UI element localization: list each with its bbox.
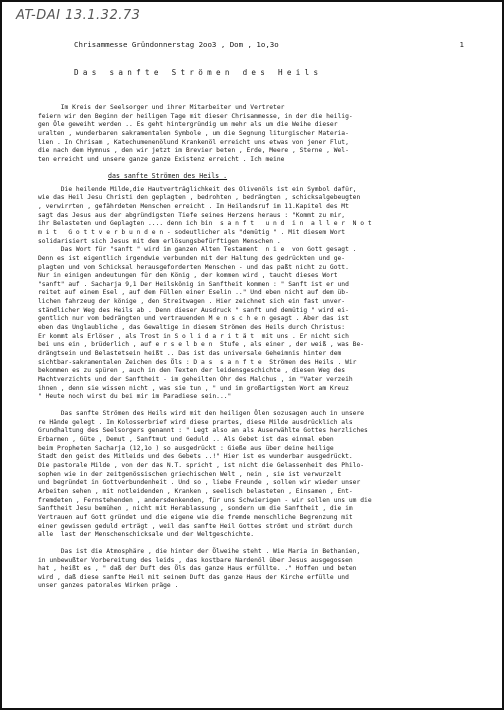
- text-line: hat , heißt es , " daß der Duft des Öls das ganze Haus erfüllte. ." Hoffen und beten: [38, 565, 357, 573]
- text-line: sophen wie in der zeitgenössischen griechischen Welt , nein , sie ist verwurzelt: [38, 470, 342, 478]
- text-line: gentlich nur vom bedrängten und vertrauenden M e n s c h e n gesagt . Aber das ist: [38, 315, 349, 323]
- text-line: Im Kreis der Seelsorger und ihrer Mitarbeiter und Vertreter: [38, 104, 285, 111]
- text-line: die nach dem Hymnus , den wir jetzt im Brevier beten , Erde, Meere , Sterne , Wel-: [38, 147, 349, 155]
- text-line: uralten , wunderbaren sakramentalen Symbole , um die Segnung liturgischer Materia-: [38, 129, 349, 137]
- header-occasion: Chrisammesse Gründonnerstag 2oo3 , Dom , 1o,3o: [74, 40, 279, 49]
- text-line: einer gewissen geduld erträgt , weil das sanfte Heil Gottes strömt und strömt durch: [38, 522, 353, 530]
- text-line: gen Öle geweiht werden .. Es geht hintergründig um mehr als um die Weihe dieser: [38, 121, 338, 129]
- text-line: fremdeten , Fernstehenden , andersdenkenden, für uns Schwierigen - wir sollen uns um die: [38, 496, 372, 504]
- text-line: alle last der Menschenschicksale und der Weltgeschichte.: [38, 531, 255, 539]
- text-line: Arbeiten sehen , mit notleidenden , Kranken , seelisch belasteten , Einsamen , Ent-: [38, 487, 353, 495]
- text-line: drängtsein und Belastetsein heißt .. Das ist das universale Geheimnis hinter dem: [38, 350, 342, 358]
- document-body: [38, 104, 493, 591]
- paragraph-gap: [38, 402, 493, 410]
- text-line: "sanft" auf . Sacharja 9,1 Der Heilskönig in Sanftheit kommen : " Sanft ist er und: [38, 280, 349, 288]
- text-line: solidarisiert sich Jesus mit dem erlösungsbefürftigen Menschen .: [38, 237, 281, 245]
- text-line: m i t G o t t v e r b u n d e n - sodeutlicher als "demütig " . Mit diesem Wort: [38, 228, 346, 236]
- text-line: Denn es ist eigentlich irgendwie verbunden mit der Haltung des gedrückten und ge-: [38, 254, 346, 262]
- text-line: ständlicher Weg des Heils ab . Denn dieser Ausdruck " sanft und demütig " wird ei-: [38, 306, 349, 314]
- section-subhead: das sanfte Strömen des Heils .: [108, 171, 228, 180]
- archive-stamp: AT-DAI 13.1.32.73: [16, 8, 141, 23]
- text-line: sichtbar-sakramentalen Zeichen des Öls : D a s s a n f t e Strömen des Heils . Wir: [38, 358, 357, 366]
- text-line: Nur in einigen andeutungen für den König , der kommen wird , taucht dieses Wort: [38, 272, 338, 280]
- document-header: [74, 40, 464, 49]
- text-line: und begründet in Gottverbundenheit . Und so , liebe Freunde , sollen wir wieder unser: [38, 479, 361, 487]
- page-number: 1: [459, 40, 464, 49]
- text-line: Das Wort für "sanft " wird im ganzen Alten Testament n i e von Gott gesagt .: [38, 246, 357, 254]
- document-title: Das sanfte Strömen des Heils: [74, 68, 323, 77]
- body-paragraph: [38, 410, 493, 540]
- text-line: beim Propheten Sacharja (12,1o ) so ausgedrückt : Gieße aus über deine heilige: [38, 444, 334, 452]
- text-line: Machtverzichts und der Sanftheit - im geheilten Ohr des Malchus , im "Vater verzeih: [38, 376, 353, 384]
- text-line: Grundhaltung des Seelsorgers genannt : " Legt also an als Auserwählte Gottes herzliches: [38, 427, 368, 435]
- text-line: Vertrauen auf Gott gründet und die eigene wie die fremde menschliche Begrenzung mit: [38, 513, 353, 521]
- body-paragraph: [38, 104, 493, 165]
- text-line: feiern wir den Beginn der heiligen Tage mit dieser Chrisammesse, in der die heilig-: [38, 112, 353, 120]
- text-line: Die pastorale Milde , von der das N.T. spricht , ist nicht die Gelassenheit des Philo-: [38, 461, 365, 469]
- text-line: Erbarmen , Güte , Demut , Sanftmut und Geduld .. Als Gebet ist das einmal eben: [38, 435, 334, 443]
- text-line: Sanftheit Jesu bemühen , nicht mit Herablassung , sondern um die Sanftheit , die im: [38, 505, 353, 513]
- text-line: , verwirrten , gefährdeten Menschen erreicht . Im Heilandsruf im 11.Kapitel des Mt: [38, 202, 349, 210]
- text-line: " Heute noch wirst du bei mir im Paradiese sein...": [38, 393, 232, 401]
- text-line: Er kommt als Erlöser , als Trost in S o l i d a r i t ä t mit uns . Er nicht sich: [38, 332, 349, 340]
- text-line: eben das Unglaubliche , das Gewaltige in diesem Strömen des Heils durch Christus:: [38, 324, 346, 332]
- text-line: bekommen es zu spüren , auch in den Texten der leidensgeschichte , diesen Weg des: [38, 367, 346, 375]
- text-line: Das sanfte Strömen des Heils wird mit den heiligen Ölen sozusagen auch in unsere: [38, 410, 365, 417]
- text-line: ten erreicht und unsere ganze ganze Existenz erreicht . Ich meine: [38, 155, 285, 163]
- text-line: unser ganzes patorales Wirken präge .: [38, 582, 179, 590]
- text-line: ihr Belasteten und Geplagten .... denn ich bin s a n f t u n d i n a l l e r N o t: [38, 220, 372, 228]
- text-line: reitet auf einem Esel , auf dem Füllen einer Eselin .." Und eben nicht auf dem üb-: [38, 289, 349, 297]
- body-paragraph: [38, 186, 493, 402]
- text-line: lichen fahrzeug der könige , den Streitwagen . Hier zeichnet sich ein fast unver-: [38, 298, 346, 306]
- text-line: Das ist die Atmosphäre , die hinter der Ölweihe steht . Wie Maria in Bethanien,: [38, 547, 361, 555]
- text-line: wird , daß diese sanfte Heil mit seinem Duft das ganze Haus der Kirche erfülle und: [38, 573, 349, 581]
- text-line: wie das Heil Jesu Christi den geplagten , bedrohten , bedrängten , schicksalgebeugten: [38, 194, 361, 202]
- text-line: Stadt den geist des Mitleids und des Gebets ..!" Hier ist es wunderbar ausgedrückt.: [38, 453, 353, 461]
- text-line: re Hände gelegt . Im Kolosserbrief wird diese prartes, diese Milde ausdrücklich als: [38, 418, 353, 426]
- text-line: ihnen , denn sie wissen nicht , was sie tun , " und im großartigsten Wort am Kreuz: [38, 384, 349, 392]
- text-line: sagt das Jesus aus der abgründigsten Tiefe seines Herzens heraus : "Kommt zu mir,: [38, 211, 346, 219]
- text-line: plagten und vom Schicksal herausgeforderten Menschen - und das paßt nicht zu Gott.: [38, 263, 349, 271]
- paragraph-gap: [38, 540, 493, 548]
- body-paragraph: [38, 548, 493, 591]
- text-line: lien . In Chrisam , Katechumenenölund Krankenöl erreicht uns etwas von jener Flut,: [38, 138, 349, 146]
- text-line: Die heilende Milde,die Hautverträglichkeit des Olivenöls ist ein Symbol dafür,: [38, 185, 357, 193]
- text-line: bei uns ein , brüderlich , auf e r s e l b e n Stufe , als einer , der weiß , was Be-: [38, 341, 365, 349]
- text-line: in unbewußter Vorbereitung des leids , das kostbare Nardenöl über Jesus ausgegossen: [38, 556, 353, 564]
